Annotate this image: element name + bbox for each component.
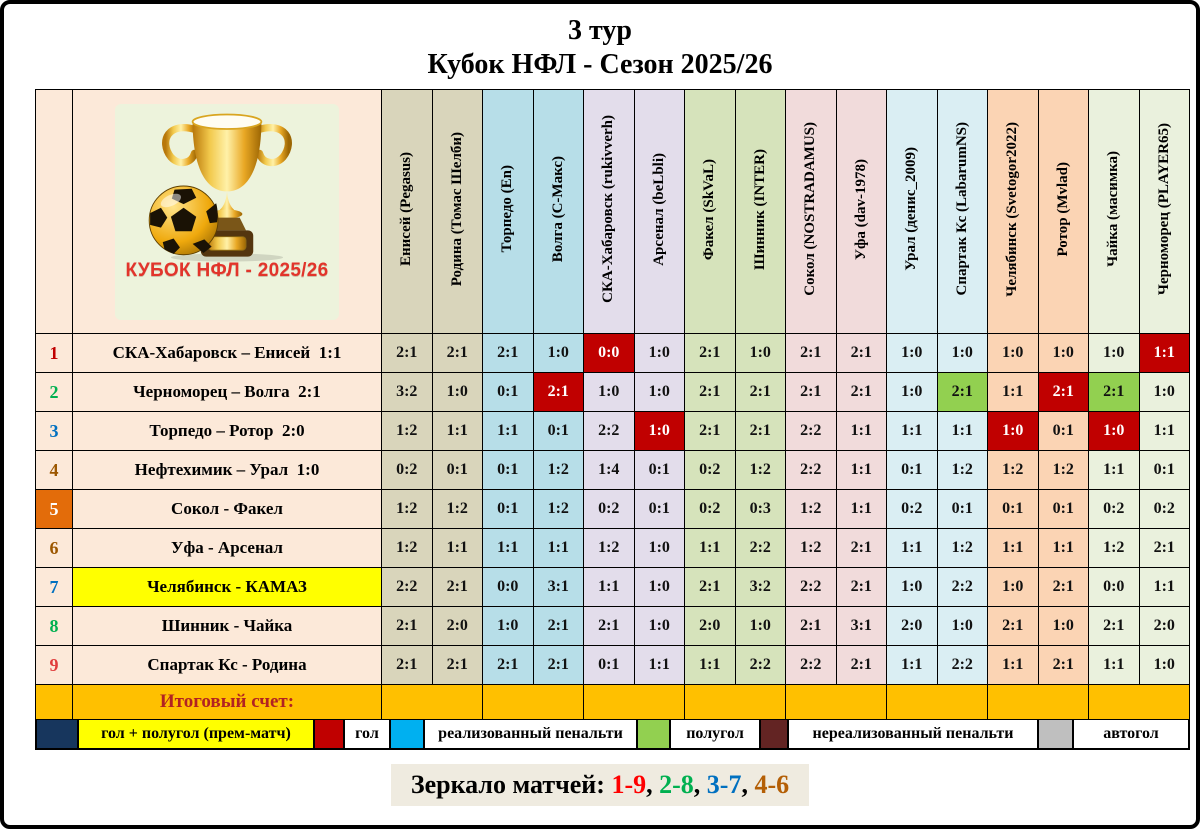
score-cell: 1:1 <box>1038 529 1089 568</box>
score-cell: 1:1 <box>584 568 635 607</box>
match-label: Черноморец – Волга 2:1 <box>73 373 382 412</box>
match-number: 6 <box>36 529 73 568</box>
score-cell: 0:2 <box>1139 490 1190 529</box>
player-header-9 <box>786 90 837 334</box>
score-cell: 0:1 <box>533 412 584 451</box>
legend-swatch-3 <box>389 720 423 748</box>
score-cell: 1:0 <box>887 334 938 373</box>
score-cell: 0:2 <box>685 451 736 490</box>
match-row-9 <box>36 646 1190 685</box>
score-cell: 1:1 <box>836 490 887 529</box>
score-cell: 2:1 <box>685 334 736 373</box>
corner-cell <box>36 90 73 334</box>
score-cell: 2:0 <box>887 607 938 646</box>
match-label: Уфа - Арсенал <box>73 529 382 568</box>
score-cell: 1:2 <box>1038 451 1089 490</box>
score-cell: 2:1 <box>786 373 837 412</box>
match-label: Шинник - Чайка <box>73 607 382 646</box>
player-header-5 <box>584 90 635 334</box>
legend-label-4: полугол <box>669 720 759 748</box>
score-cell: 1:2 <box>1089 529 1140 568</box>
match-number: 7 <box>36 568 73 607</box>
score-cell: 1:1 <box>685 529 736 568</box>
score-cell: 2:1 <box>735 373 786 412</box>
score-cell: 1:1 <box>836 451 887 490</box>
match-row-1 <box>36 334 1190 373</box>
score-cell: 2:1 <box>685 373 736 412</box>
legend-row <box>35 720 1190 750</box>
mirror-separator: , <box>646 770 660 800</box>
score-cell: 1:1 <box>887 646 938 685</box>
score-cell: 1:0 <box>887 568 938 607</box>
score-cell: 2:1 <box>836 529 887 568</box>
match-row-2 <box>36 373 1190 412</box>
score-cell: 2:0 <box>685 607 736 646</box>
score-cell: 1:0 <box>634 412 685 451</box>
score-cell: 2:2 <box>584 412 635 451</box>
round-title: 3 тур <box>568 15 632 46</box>
player-name: Черноморец (PLAYER65) <box>1155 123 1172 296</box>
score-cell: 1:2 <box>786 490 837 529</box>
score-cell: 1:1 <box>1089 646 1140 685</box>
score-cell: 2:2 <box>937 568 988 607</box>
score-cell: 1:1 <box>533 529 584 568</box>
score-cell: 1:0 <box>1089 334 1140 373</box>
score-cell: 2:1 <box>382 607 433 646</box>
score-cell: 1:1 <box>887 529 938 568</box>
score-cell: 0:2 <box>887 490 938 529</box>
score-cell: 1:1 <box>937 412 988 451</box>
score-cell: 1:1 <box>634 646 685 685</box>
score-cell: 2:1 <box>1139 529 1190 568</box>
player-header-7 <box>685 90 736 334</box>
player-name: Енисей (Pegasus) <box>398 152 415 267</box>
score-cell: 1:2 <box>533 490 584 529</box>
legend-swatch-5 <box>759 720 787 748</box>
score-cell: 1:1 <box>988 373 1039 412</box>
score-cell: 1:0 <box>1038 334 1089 373</box>
totals-cell <box>988 685 1089 720</box>
score-cell: 1:0 <box>887 373 938 412</box>
score-cell: 1:1 <box>483 529 534 568</box>
player-header-15 <box>1089 90 1140 334</box>
score-cell: 1:2 <box>786 529 837 568</box>
score-cell: 2:1 <box>786 334 837 373</box>
score-cell: 1:1 <box>1089 451 1140 490</box>
score-cell: 2:1 <box>1089 373 1140 412</box>
legend-label-6: автогол <box>1072 720 1188 748</box>
player-header-3 <box>483 90 534 334</box>
mirror-pair: 3-7 <box>706 770 742 800</box>
totals-empty <box>36 685 73 720</box>
score-cell: 2:1 <box>685 412 736 451</box>
player-name: Спартак Кс (LabarumNS) <box>953 122 970 296</box>
score-cell: 2:1 <box>685 568 736 607</box>
score-cell: 0:1 <box>887 451 938 490</box>
score-cell: 0:0 <box>584 334 635 373</box>
score-cell: 1:0 <box>1038 607 1089 646</box>
player-name: Сокол (NOSTRADAMUS) <box>802 122 819 297</box>
score-cell: 2:2 <box>735 646 786 685</box>
score-cell: 0:1 <box>634 451 685 490</box>
score-cell: 1:1 <box>1139 334 1190 373</box>
score-cell: 0:1 <box>483 373 534 412</box>
totals-cell <box>786 685 887 720</box>
score-cell: 0:1 <box>988 490 1039 529</box>
match-row-4 <box>36 451 1190 490</box>
score-cell: 2:1 <box>533 373 584 412</box>
legend-label-5: нереализованный пенальти <box>787 720 1037 748</box>
score-cell: 2:1 <box>836 646 887 685</box>
totals-cell <box>584 685 685 720</box>
score-cell: 2:0 <box>432 607 483 646</box>
score-cell: 1:1 <box>483 412 534 451</box>
score-cell: 1:2 <box>988 451 1039 490</box>
score-cell: 3:1 <box>533 568 584 607</box>
score-cell: 2:1 <box>836 334 887 373</box>
mirror-separator: , <box>693 770 707 800</box>
score-cell: 2:1 <box>937 373 988 412</box>
prediction-table <box>35 89 1190 720</box>
score-cell: 2:1 <box>988 607 1039 646</box>
score-cell: 1:2 <box>382 490 433 529</box>
player-header-16 <box>1139 90 1190 334</box>
score-cell: 1:0 <box>634 568 685 607</box>
score-cell: 1:0 <box>634 607 685 646</box>
score-cell: 2:1 <box>786 607 837 646</box>
score-cell: 1:0 <box>533 334 584 373</box>
score-cell: 1:0 <box>1139 646 1190 685</box>
totals-cell <box>1089 685 1190 720</box>
score-cell: 0:1 <box>584 646 635 685</box>
score-cell: 1:0 <box>1139 373 1190 412</box>
player-name: Урал (денис_2009) <box>903 147 920 271</box>
mirror-pair: 1-9 <box>611 770 647 800</box>
score-cell: 0:1 <box>1139 451 1190 490</box>
match-row-8 <box>36 607 1190 646</box>
score-cell: 1:0 <box>988 412 1039 451</box>
score-cell: 2:1 <box>1038 373 1089 412</box>
player-name: Родина (Томас Шелби) <box>448 132 465 287</box>
score-cell: 2:1 <box>382 334 433 373</box>
score-cell: 2:2 <box>937 646 988 685</box>
score-cell: 0:0 <box>1089 568 1140 607</box>
score-cell: 0:0 <box>483 568 534 607</box>
score-cell: 1:4 <box>584 451 635 490</box>
match-number: 1 <box>36 334 73 373</box>
match-label: Нефтехимик – Урал 1:0 <box>73 451 382 490</box>
totals-label: Итоговый счет: <box>73 685 382 720</box>
match-row-7 <box>36 568 1190 607</box>
player-name: Арсенал (beLbli) <box>650 152 667 266</box>
totals-row <box>36 685 1190 720</box>
score-cell: 2:1 <box>533 646 584 685</box>
trophy-ball-icon <box>130 110 324 262</box>
mirror-wrap <box>4 764 1196 806</box>
score-cell: 1:2 <box>382 412 433 451</box>
score-cell: 1:1 <box>432 529 483 568</box>
score-cell: 1:0 <box>937 334 988 373</box>
score-cell: 2:1 <box>432 646 483 685</box>
score-cell: 3:1 <box>836 607 887 646</box>
player-header-8 <box>735 90 786 334</box>
player-header-11 <box>887 90 938 334</box>
score-cell: 1:0 <box>634 334 685 373</box>
score-cell: 1:2 <box>735 451 786 490</box>
score-cell: 1:0 <box>432 373 483 412</box>
score-cell: 1:0 <box>634 373 685 412</box>
score-cell: 1:2 <box>937 451 988 490</box>
legend-label-2: гол <box>343 720 389 748</box>
score-cell: 1:0 <box>1089 412 1140 451</box>
score-cell: 0:1 <box>483 451 534 490</box>
match-number: 3 <box>36 412 73 451</box>
score-cell: 2:2 <box>786 451 837 490</box>
match-number: 8 <box>36 607 73 646</box>
match-number: 4 <box>36 451 73 490</box>
score-cell: 2:1 <box>735 412 786 451</box>
score-cell: 1:0 <box>937 607 988 646</box>
score-cell: 0:2 <box>382 451 433 490</box>
totals-cell <box>483 685 584 720</box>
score-cell: 0:2 <box>584 490 635 529</box>
score-cell: 2:1 <box>533 607 584 646</box>
score-cell: 0:1 <box>1038 490 1089 529</box>
score-cell: 2:1 <box>584 607 635 646</box>
player-header-1 <box>382 90 433 334</box>
score-cell: 0:3 <box>735 490 786 529</box>
player-name: Чайка (масимка) <box>1105 151 1122 268</box>
legend-label-3: реализованный пенальти <box>423 720 636 748</box>
score-cell: 1:1 <box>988 529 1039 568</box>
score-cell: 1:0 <box>735 334 786 373</box>
score-cell: 3:2 <box>735 568 786 607</box>
player-name: Волга (С-Макс) <box>549 156 566 263</box>
score-cell: 1:1 <box>685 646 736 685</box>
player-header-12 <box>937 90 988 334</box>
match-row-6 <box>36 529 1190 568</box>
score-cell: 1:2 <box>937 529 988 568</box>
legend-swatch-4 <box>636 720 669 748</box>
score-cell: 2:2 <box>382 568 433 607</box>
mirror-strip <box>391 764 809 806</box>
score-cell: 1:1 <box>1139 568 1190 607</box>
score-cell: 2:2 <box>786 646 837 685</box>
score-cell: 1:0 <box>735 607 786 646</box>
match-label: Спартак Кс - Родина <box>73 646 382 685</box>
legend-label-1: гол + полугол (прем-матч) <box>77 720 313 748</box>
mirror-pair: 4-6 <box>754 770 790 800</box>
cup-title: Кубок НФЛ - Сезон 2025/26 <box>427 48 773 80</box>
player-name: Челябинск (Svetogor2022) <box>1004 121 1021 297</box>
score-cell: 1:0 <box>988 334 1039 373</box>
player-name: СКА-Хабаровск (rukivverh) <box>600 115 617 304</box>
totals-cell <box>685 685 786 720</box>
legend-swatch-1 <box>37 720 77 748</box>
player-header-14 <box>1038 90 1089 334</box>
page-title <box>4 14 1196 81</box>
score-cell: 1:1 <box>432 412 483 451</box>
mirror-separator: , <box>741 770 755 800</box>
totals-cell <box>382 685 483 720</box>
player-header-6 <box>634 90 685 334</box>
player-name: Торпедо (En) <box>499 165 516 253</box>
score-cell: 1:2 <box>382 529 433 568</box>
player-name: Ротор (Mvlad) <box>1054 161 1071 257</box>
score-cell: 1:2 <box>533 451 584 490</box>
score-cell: 2:2 <box>786 568 837 607</box>
player-header-10 <box>836 90 887 334</box>
match-label: СКА-Хабаровск – Енисей 1:1 <box>73 334 382 373</box>
totals-cell <box>887 685 988 720</box>
score-cell: 1:0 <box>584 373 635 412</box>
match-row-5 <box>36 490 1190 529</box>
score-cell: 1:0 <box>988 568 1039 607</box>
player-header-13 <box>988 90 1039 334</box>
score-cell: 2:1 <box>432 568 483 607</box>
score-cell: 2:1 <box>483 646 534 685</box>
player-name: Уфа (dav-1978) <box>852 158 869 260</box>
match-label: Челябинск - КАМАЗ <box>73 568 382 607</box>
score-cell: 2:1 <box>836 568 887 607</box>
mirror-pairs <box>611 770 789 799</box>
score-cell: 1:1 <box>887 412 938 451</box>
score-cell: 0:1 <box>634 490 685 529</box>
tournament-logo <box>115 104 339 320</box>
score-cell: 1:0 <box>634 529 685 568</box>
score-cell: 1:0 <box>483 607 534 646</box>
score-cell: 2:1 <box>483 334 534 373</box>
player-header-2 <box>432 90 483 334</box>
legend-swatch-6 <box>1037 720 1072 748</box>
score-cell: 0:1 <box>1038 412 1089 451</box>
match-label: Сокол - Факел <box>73 490 382 529</box>
score-cell: 2:1 <box>1089 607 1140 646</box>
score-cell: 2:0 <box>1139 607 1190 646</box>
score-cell: 1:1 <box>1139 412 1190 451</box>
score-cell: 1:1 <box>988 646 1039 685</box>
match-number: 5 <box>36 490 73 529</box>
mirror-pair: 2-8 <box>659 770 694 800</box>
score-cell: 1:2 <box>584 529 635 568</box>
trophy-cell <box>73 90 382 334</box>
score-cell: 2:2 <box>735 529 786 568</box>
score-cell: 3:2 <box>382 373 433 412</box>
score-cell: 2:1 <box>836 373 887 412</box>
score-cell: 2:1 <box>432 334 483 373</box>
score-cell: 2:1 <box>1038 568 1089 607</box>
player-header-4 <box>533 90 584 334</box>
score-cell: 0:1 <box>483 490 534 529</box>
player-name: Факел (SkVaL) <box>701 158 718 260</box>
match-row-3 <box>36 412 1190 451</box>
score-cell: 0:1 <box>937 490 988 529</box>
score-cell: 0:1 <box>432 451 483 490</box>
score-cell: 2:2 <box>786 412 837 451</box>
score-cell: 2:1 <box>382 646 433 685</box>
match-number: 2 <box>36 373 73 412</box>
score-cell: 1:2 <box>432 490 483 529</box>
legend-swatch-2 <box>313 720 343 748</box>
player-name: Шинник (INTER) <box>751 148 768 270</box>
logo-caption: КУБОК НФЛ - 2025/26 <box>125 259 329 281</box>
score-cell: 0:2 <box>1089 490 1140 529</box>
header-row <box>36 90 1190 334</box>
match-label: Торпедо – Ротор 2:0 <box>73 412 382 451</box>
match-number: 9 <box>36 646 73 685</box>
score-cell: 2:1 <box>1038 646 1089 685</box>
score-cell: 0:2 <box>685 490 736 529</box>
mirror-label: Зеркало матчей: <box>410 770 605 800</box>
score-cell: 1:1 <box>836 412 887 451</box>
